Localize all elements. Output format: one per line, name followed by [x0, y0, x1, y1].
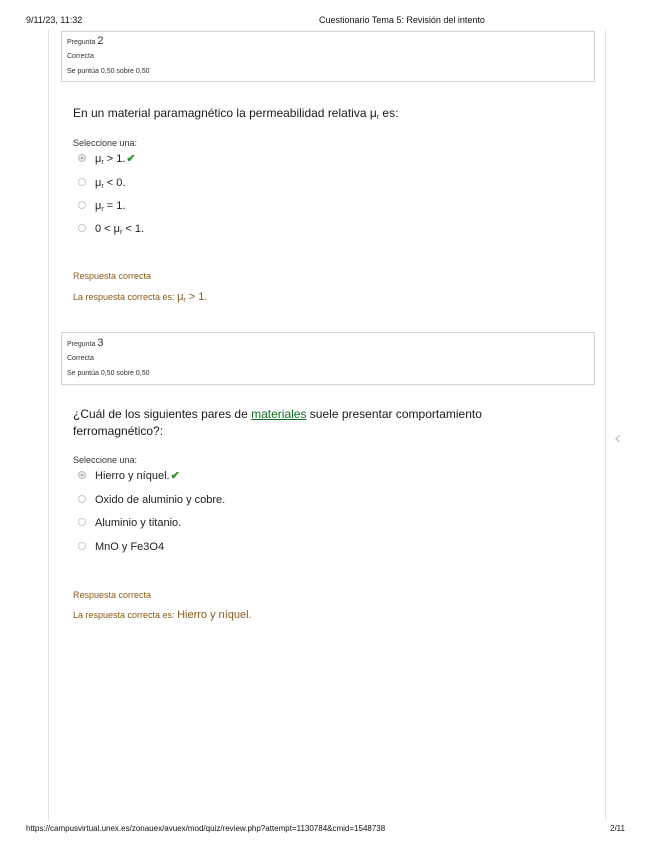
correct-answer-subscript: r	[183, 297, 186, 304]
answer-option-text-end: < 1.	[122, 223, 145, 235]
print-footer	[26, 824, 626, 836]
answer-option-text-end: = 1.	[103, 200, 126, 212]
answer-option[interactable]	[78, 493, 225, 507]
chevron-left-icon[interactable]: ‹	[614, 428, 622, 449]
question-number-value: 2	[97, 35, 104, 47]
print-header	[26, 15, 626, 27]
correct-answer-feedback	[73, 609, 252, 621]
answer-option[interactable]	[78, 540, 164, 554]
question-number	[67, 337, 104, 349]
answer-option-text: Oxido de aluminio y cobre.	[95, 494, 226, 506]
answer-prompt: Seleccione una:	[73, 138, 138, 148]
question-text-main: ¿Cuál de los siguientes pares de	[73, 407, 252, 421]
answer-option-subscript: r	[120, 229, 123, 236]
answer-option-text: μ	[95, 153, 102, 165]
check-icon: ✔	[126, 153, 136, 165]
print-title: Cuestionario Tema 5: Revisión del intento	[319, 15, 485, 25]
answer-option-subscript: r	[101, 183, 104, 190]
answer-option-text: 0 < μ	[95, 223, 120, 235]
radio-button-selected[interactable]	[78, 471, 86, 479]
question-text	[73, 406, 573, 440]
question-number	[67, 35, 104, 47]
answer-option-subscript: r	[101, 159, 104, 166]
answer-option[interactable]	[78, 152, 136, 166]
answer-option[interactable]	[78, 469, 180, 483]
radio-button-selected[interactable]	[78, 154, 86, 162]
answer-option[interactable]	[78, 199, 125, 213]
answer-option-text: Aluminio y titanio.	[95, 517, 182, 529]
question-state: Correcta	[67, 53, 94, 60]
answer-option-text: MnO y Fe3O4	[95, 541, 165, 553]
radio-button[interactable]	[78, 542, 86, 550]
question-info-box	[61, 31, 595, 82]
radio-button[interactable]	[78, 495, 86, 503]
question-text-line2: ferromagnético?:	[73, 424, 164, 438]
question-text-main: En un material paramagnético la permeabilidad relativa μ	[73, 106, 377, 120]
correct-answer-label: La respuesta correcta es:	[73, 610, 178, 620]
question-number-label: Pregunta	[67, 341, 96, 348]
question-grade: Se puntúa 0,50 sobre 0,50	[67, 68, 150, 75]
answer-option-text: μ	[95, 200, 102, 212]
feedback-status: Respuesta correcta	[73, 271, 152, 281]
radio-button[interactable]	[78, 201, 86, 209]
radio-button[interactable]	[78, 518, 86, 526]
answer-option[interactable]	[78, 222, 144, 236]
answer-option-text-end: > 1.	[103, 153, 126, 165]
correct-answer-value: Hierro y níquel.	[177, 609, 252, 621]
answer-option-subscript: r	[101, 206, 104, 213]
question-state: Correcta	[67, 355, 94, 362]
question-number-label: Pregunta	[67, 39, 96, 46]
answer-option-text-end: < 0.	[103, 177, 126, 189]
print-datetime: 9/11/23, 11:32	[26, 15, 83, 25]
page-url: https://campusvirtual.unex.es/zonauex/avuex/mod/quiz/review.php?attempt=1130784&cmid=1548738	[26, 824, 386, 833]
content-border-left	[48, 30, 49, 820]
answer-option-text: Hierro y níquel.	[95, 470, 170, 482]
content-border-right	[605, 30, 606, 820]
answer-option[interactable]	[78, 516, 181, 530]
feedback-status: Respuesta correcta	[73, 590, 152, 600]
radio-button[interactable]	[78, 224, 86, 232]
answer-option-text: μ	[95, 177, 102, 189]
question-text-end: es:	[379, 106, 399, 120]
question-text-line1-end: suele presentar comportamiento	[306, 407, 482, 421]
question-text	[73, 105, 398, 126]
question-grade: Se puntúa 0,50 sobre 0,50	[67, 370, 150, 377]
answer-option[interactable]	[78, 176, 125, 190]
correct-answer-value-end: > 1.	[185, 291, 208, 303]
question-text-subscript: r	[376, 114, 380, 121]
page-number: 2/11	[610, 824, 625, 833]
check-icon: ✔	[170, 470, 180, 482]
correct-answer-feedback	[73, 291, 207, 304]
question-number-value: 3	[97, 337, 104, 349]
question-info-box	[61, 332, 595, 385]
radio-button[interactable]	[78, 178, 86, 186]
glossary-link-materiales[interactable]: materiales	[251, 407, 307, 421]
correct-answer-value: μ	[177, 291, 184, 303]
correct-answer-label: La respuesta correcta es:	[73, 292, 178, 302]
answer-prompt: Seleccione una:	[73, 455, 138, 465]
